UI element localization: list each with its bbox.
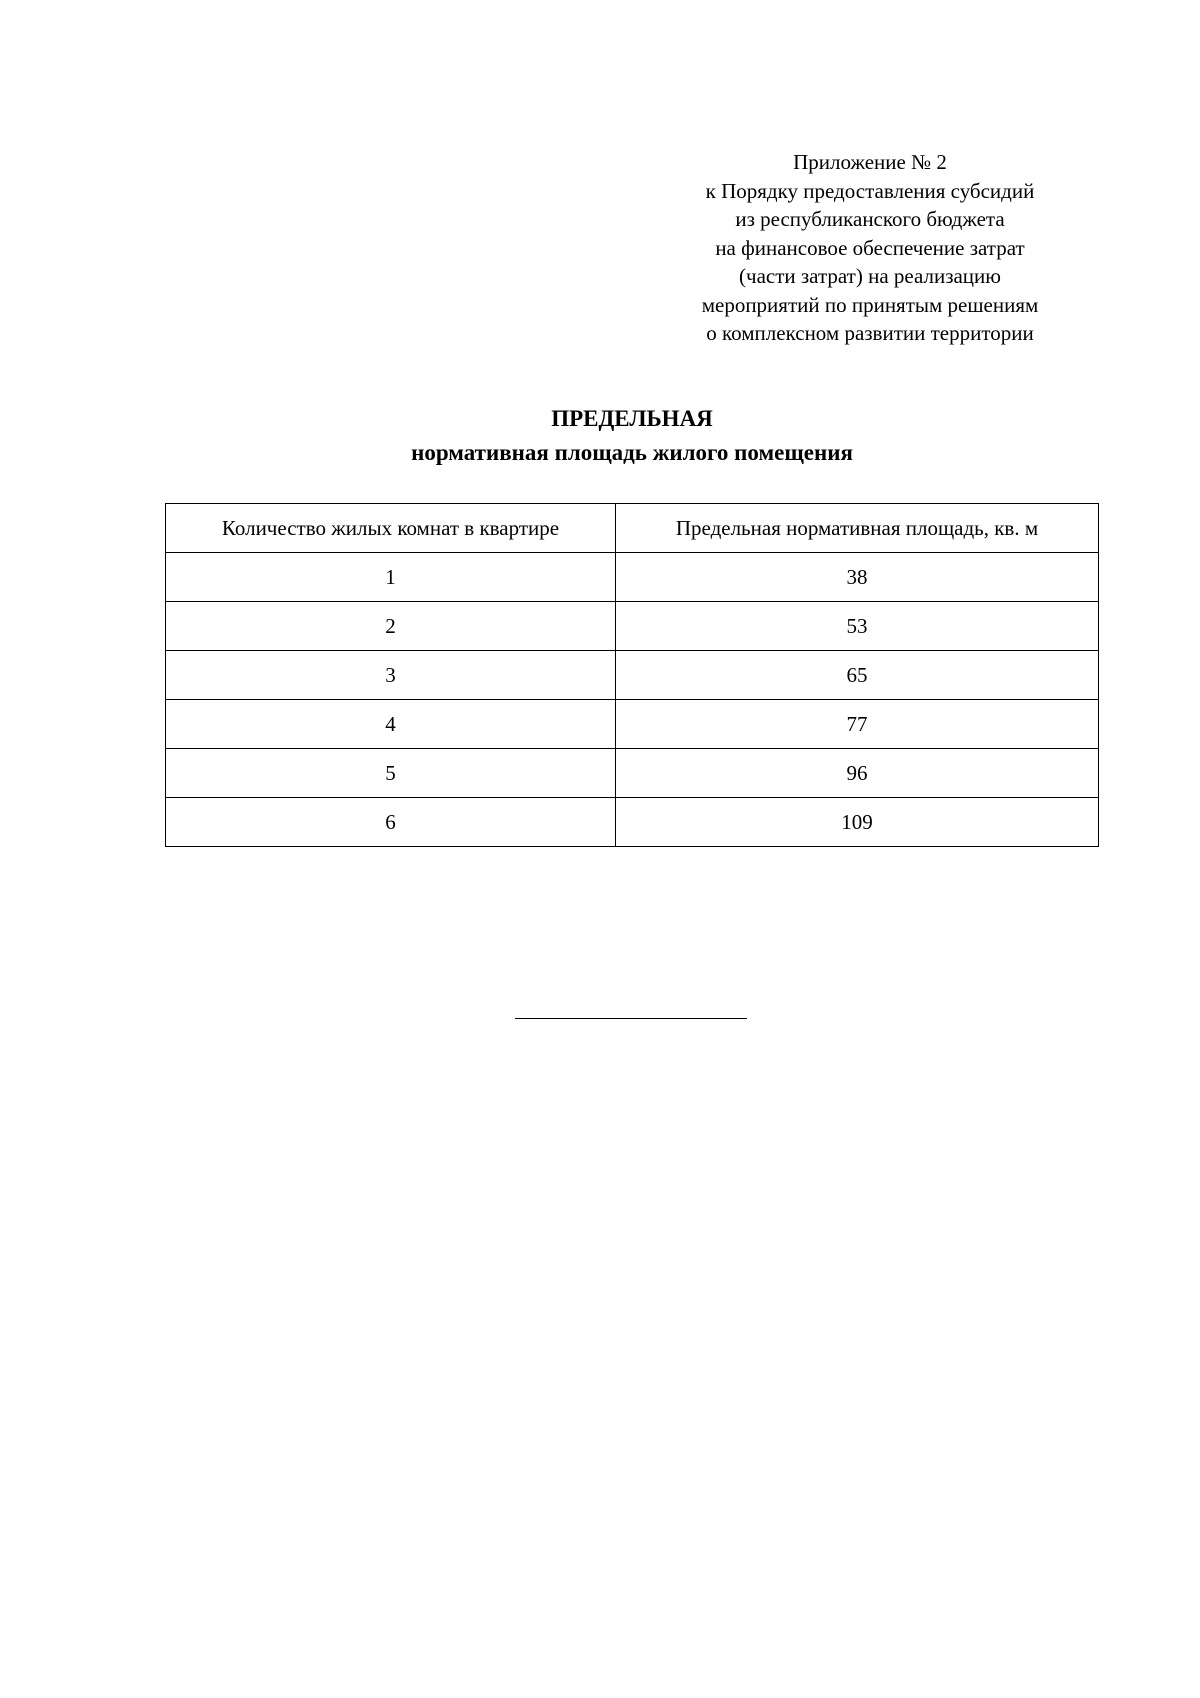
cell-rooms: 5 (166, 749, 616, 798)
cell-rooms: 4 (166, 700, 616, 749)
cell-area: 65 (616, 651, 1099, 700)
cell-rooms: 6 (166, 798, 616, 847)
cell-area: 96 (616, 749, 1099, 798)
appendix-line: о комплексном развитии территории (706, 321, 1034, 345)
table-row (166, 553, 1099, 602)
cell-rooms: 3 (166, 651, 616, 700)
document-subtitle: нормативная площадь жилого помещения (411, 440, 853, 465)
appendix-block (660, 148, 1080, 348)
table-row (166, 749, 1099, 798)
document-title: ПРЕДЕЛЬНАЯ (551, 406, 713, 431)
table-row (166, 602, 1099, 651)
header-max-area: Предельная нормативная площадь, кв. м (616, 504, 1099, 553)
table-row (166, 798, 1099, 847)
cell-area: 53 (616, 602, 1099, 651)
appendix-line: Приложение № 2 (793, 150, 947, 174)
appendix-line: к Порядку предоставления субсидий (705, 178, 1035, 203)
cell-rooms: 1 (166, 553, 616, 602)
appendix-line: на финансовое обеспечение затрат (715, 235, 1025, 260)
appendix-line: (части затрат) на реализацию (739, 264, 1001, 288)
cell-area: 38 (616, 553, 1099, 602)
norm-area-table (165, 503, 1099, 847)
cell-rooms: 2 (166, 602, 616, 651)
cell-area: 109 (616, 798, 1099, 847)
table-row (166, 651, 1099, 700)
appendix-line: мероприятий по принятым решениям (701, 292, 1039, 317)
appendix-line: из республиканского бюджета (735, 207, 1005, 231)
table-header-row (166, 504, 1099, 553)
header-rooms-count: Количество жилых комнат в квартире (166, 504, 616, 553)
cell-area: 77 (616, 700, 1099, 749)
end-divider-line (515, 1018, 747, 1019)
table-row (166, 700, 1099, 749)
